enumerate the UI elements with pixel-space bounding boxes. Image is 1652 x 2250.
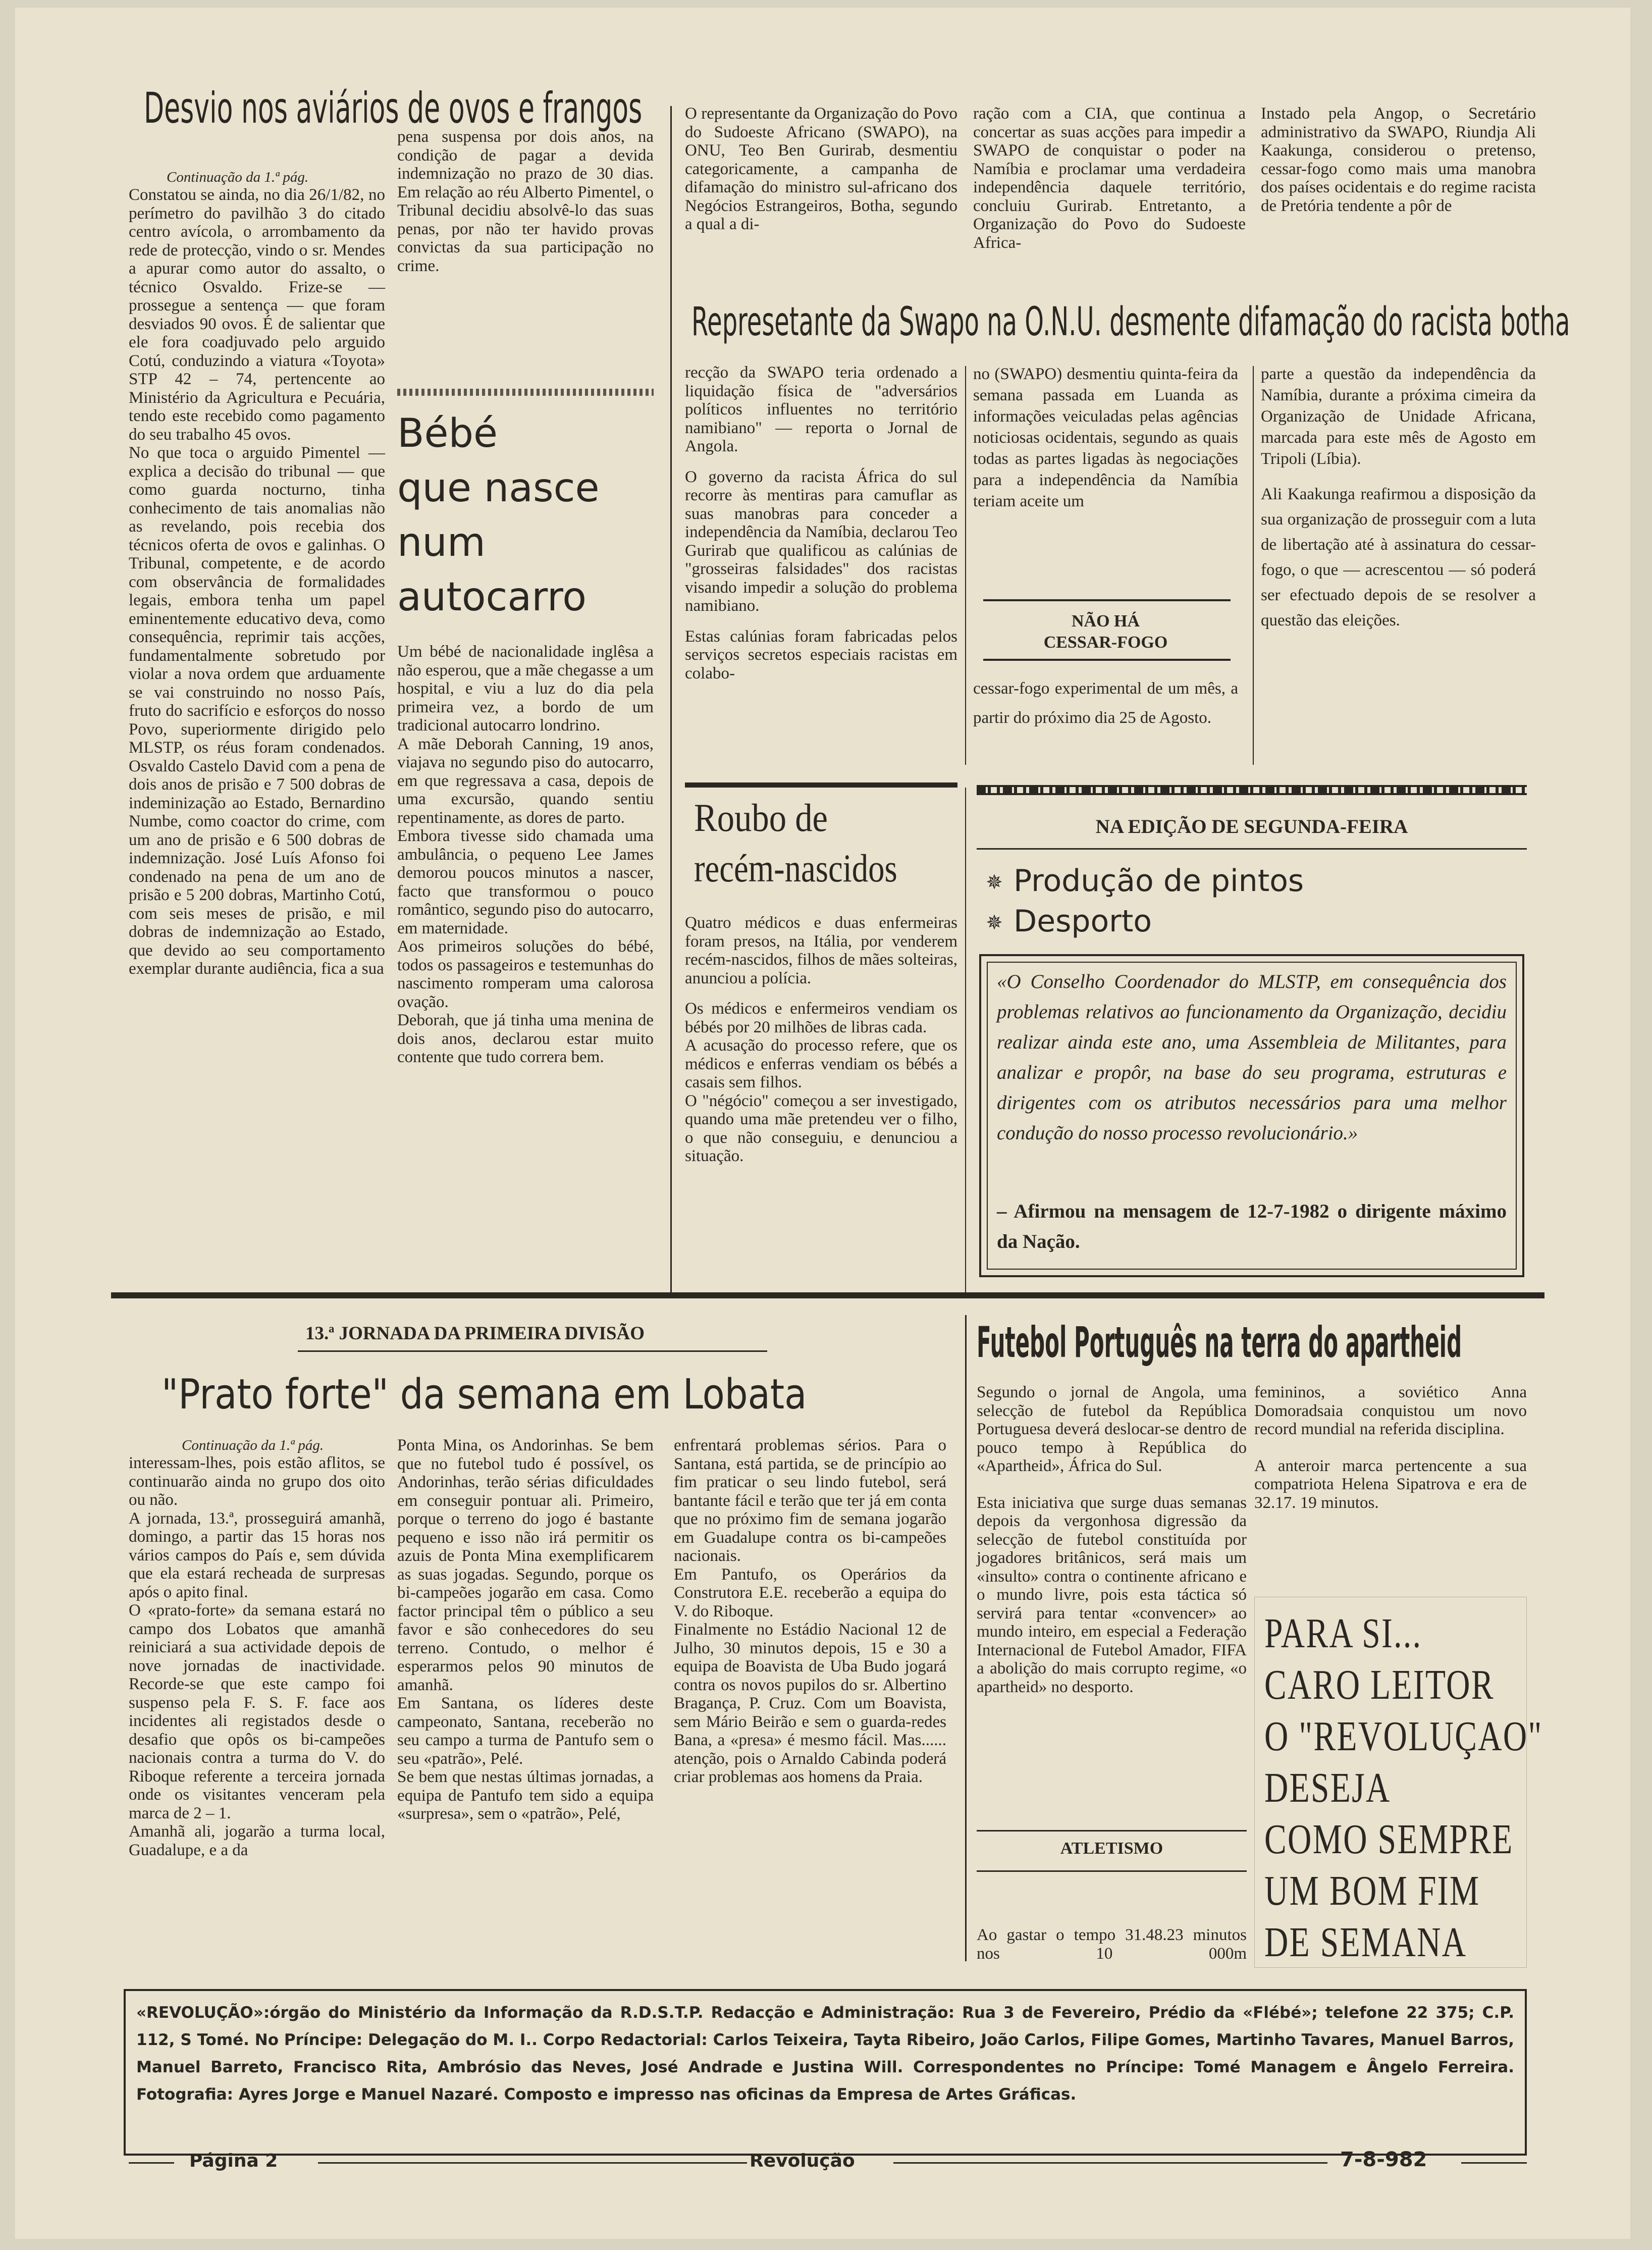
paragraph: Estas calúnias foram fabricadas pelos serviços secretos especiais racistas em colabo- xyxy=(685,627,957,683)
paragraph: Finalmente no Estádio Nacional 12 de Julho, 30 minutos depois, 15 e 30 a equipa de Boavista de Uba Budo jogará contra os novos pupilos do sr. Albertino Bragança, P. Cruz. Com um Boavista, sem Mário Beirão e sem o guarda-redes Bana, a «presa» é mesmo fácil. Mas...... atenção, pois o Arnaldo Cabinda poderá criar problemas aos homens da Praia. xyxy=(674,1620,946,1786)
roubo-headline xyxy=(694,793,956,894)
paragraph: Constatou se ainda, no dia 26/1/82, no perímetro do pavilhão 3 do citado centro avícola, o arrombamento da rede de protecção, vindo o sr. Mendes a apurar como autor do assalto, o técnico Osvaldo. Frize-se — prossegue a sentença — que foram desviados 90 ovos. É de salientar que ele fora coadjuvado pelo arguido Cotú, conduzindo a viatura «Toyota» STP 42 – 74, pertencente ao Ministério da Agricultura e Pecuária, tendo este recebido como pagamento do seu trabalho 45 ovos. xyxy=(129,186,385,444)
poster-line: DESEJA xyxy=(1264,1764,1391,1811)
headline-line: autocarro xyxy=(397,574,587,620)
column-rule xyxy=(1253,366,1254,765)
quote-attribution: – Afirmou na mensagem de 12-7-1982 o dirigente máximo da Nação. xyxy=(997,1200,1507,1252)
paragraph: A acusação do processo refere, que os médicos e enferras vendiam os bébés a casais sem filhos. xyxy=(685,1036,957,1091)
ornament-border xyxy=(977,785,1527,795)
paragraph: Se bem que nestas últimas jornadas, a equipa de Pantufo tem sido a equipa «surpresa», sem o «patrão», Pelé, xyxy=(397,1768,654,1823)
item-label: Produção de pintos xyxy=(1014,863,1304,899)
swapo-col-1 xyxy=(685,363,957,683)
paragraph: Ponta Mina, os Andorinhas. Se bem que no futebol tudo é possível, os Andorinhas, terão sérias dificuldades em conseguir pontuar ali. Primeiro, porque o terreno do jogo é bastante pequeno e isso não irá permitir os azuis de Ponta Mina exemplificarem as suas jogadas. Segundo, porque os bi-campeões jogarão em casa. Como factor principal têm o público a seu favor e são conhecedores do seu terreno. Contudo, o melhor é esperarmos pelos 90 minutos de amanhã. xyxy=(397,1436,654,1694)
jornada-col-2 xyxy=(397,1436,654,1823)
poster-line: O "REVOLUÇAO" xyxy=(1264,1713,1543,1760)
poster-line: UM BOM FIM xyxy=(1264,1867,1480,1914)
paragraph: Ali Kaakunga reafirmou a disposição da sua organização de prosseguir com a luta de libertação até à assinatura do cessar-fogo, o que — acrescentou — só poderá ser efectuado depois de se resolver a questão das eleições. xyxy=(1261,485,1536,630)
paragraph: parte a questão da independência da Namíbia, durante a próxima cimeira da Organização de Unidade Africana, marcada para este mês de Agosto em Tripoli (Líbia). xyxy=(1261,365,1536,468)
atletismo-body: Ao gastar o tempo 31.48.23 minutos nos 10 000m xyxy=(977,1926,1247,1963)
paragraph: Segundo o jornal de Angola, uma selecção de futebol da República Portuguesa deverá deslocar-se dentro de pouco tempo à República do «Apartheid», África do Sul. xyxy=(977,1383,1247,1475)
subhead-line: CESSAR-FOGO xyxy=(1043,633,1168,652)
paragraph: Esta iniciativa que surge duas semanas depois da vergonhosa digressão da selecção de futebol constituída por jogadores britânicos, será mais um «insulto» contra o continente africano e o mundo livre, pois esta táctica só servirá para tentar «convencer» ao mundo inteiro, em especial a Federação Internacional de Futebol Amador, FIFA a abolição do mais corrupto regime, «o apartheid» no desporto. xyxy=(977,1493,1247,1696)
poster-line: COMO SEMPRE xyxy=(1264,1816,1514,1863)
edicao-item xyxy=(984,861,1304,901)
edicao-title: NA EDIÇÃO DE SEGUNDA-FEIRA xyxy=(1095,816,1408,838)
masthead-text: «REVOLUÇÃO»:órgão do Ministério da Informação da R.D.S.T.P. Redacção e Administração: Rua 3 de Fevereiro, Prédio da «Flébé»; telefone 22 375; C.P. 112, S Tomé. No Príncipe: Delegação do M. I.. Corpo Redactorial: Carlos Teixeira, Tayta Ribeiro, João Carlos, Filipe Gomes, Martinho Tavares, Manuel Barros, Manuel Barreto, Francisco Rita, Ambrósio das Neves, José Andrade e Justina Will. Correspondentes no Príncipe: Tomé Managem e Ângelo Ferreira. Fotografia: Ayres Jorge e Manuel Nazaré. Composto e impresso nas oficinas da Empresa de Artes Gráficas. xyxy=(136,2004,1514,2104)
paragraph: enfrentará problemas sérios. Para o Santana, está partida, se de princípio ao fim praticar o seu lindo futebol, será bantante fácil e terão que ter já em conta que no próximo fim de semana jogarão em Guadalupe contra os bi-campeões nacionais. xyxy=(674,1436,946,1565)
divider xyxy=(298,1350,767,1352)
issue-date: 7-8-982 xyxy=(1340,2148,1427,2171)
paragraph: Um bébé de nacionalidade inglêsa a não esperou, que a mãe chegasse a um hospital, e viu a luz do dia pela primeira vez, a bordo de um tradicional autocarro londrino. xyxy=(397,643,654,735)
roubo-body xyxy=(685,914,957,1166)
divider xyxy=(983,599,1231,601)
poster-line: CARO LEITOR xyxy=(1264,1661,1495,1708)
star-icon: ✵ xyxy=(986,871,1003,895)
edicao-item xyxy=(984,901,1152,941)
paragraph: Aos primeiros soluções do bébé, todos os passageiros e testemunhas do nascimento romperam uma calorosa ovação. xyxy=(397,937,654,1011)
subhead-atletismo: ATLETISMO xyxy=(1060,1839,1163,1858)
desvio-column-1 xyxy=(129,186,385,978)
swapo-top-col-1: O representante da Organização do Povo do Sudoeste Africano (SWAPO), na ONU, Teo Ben Gurirab, desmentiu categoricamente, a campanha de difamação do ministro sul-africano dos Negócios Estrangeiros, Botha, segundo a qual a di- xyxy=(685,104,957,233)
headline-futebol: Futebol Português na terra do apartheid xyxy=(977,1318,1462,1367)
column-rule xyxy=(965,366,966,765)
jornada-col-3 xyxy=(674,1436,946,1787)
futebol-col-2 xyxy=(1254,1383,1527,1512)
bebe-headline xyxy=(397,406,654,624)
jornada-headline: "Prato forte" da semana em Lobata xyxy=(162,1371,807,1419)
footer-rule xyxy=(129,2162,174,2164)
continuation-note: Continuação da 1.ª pág. xyxy=(167,169,309,185)
paragraph: Em Santana, os líderes deste campeonato, Santana, receberão no seu campo a turma de Pantufo sem o seu «patrão», Pelé. xyxy=(397,1694,654,1768)
page-number: Página 2 xyxy=(189,2151,278,2171)
paragraph: Quatro médicos e duas enfermeiras foram presos, na Itália, por venderem recém-nascidos, filhos de mães solteiras, anunciou a polícia. xyxy=(685,914,957,987)
swapo-col-3 xyxy=(1261,363,1536,633)
paragraph: Amanhã ali, jogarão a turma local, Guadalupe, e a da xyxy=(129,1822,385,1859)
bebe-body xyxy=(397,643,654,1067)
column-rule xyxy=(965,1315,967,1961)
star-icon: ✵ xyxy=(986,911,1003,935)
headline-line: que nasce xyxy=(397,465,600,511)
footer-rule xyxy=(318,2162,747,2164)
swapo-col-2: no (SWAPO) desmentiu quinta-feira da semana passada em Luanda as informações veiculadas pelas agências noticiosas ocidentais, segundo as quais todas as partes ligadas às negociações para a independência da Namíbia teriam aceite um xyxy=(973,365,1238,510)
footer-rule xyxy=(893,2162,1327,2164)
quote-text: «O Conselho Coordenador do MLSTP, em consequência dos problemas relativos ao funcionamento da Organização, decidiu realizar ainda este ano, uma Assembleia de Militantes, para analizar e propôr, na base do seu programa, estruturas e dirigentes com os atributos necessários para uma melhor condução do nosso processo revolucionário.» xyxy=(997,971,1507,1144)
subhead-nao-ha xyxy=(973,611,1238,653)
newspaper-page xyxy=(15,8,1630,2239)
swapo-col-2b: cessar-fogo experimental de um mês, a partir do próximo dia 25 de Agosto. xyxy=(973,679,1238,727)
divider xyxy=(977,1870,1247,1872)
footer-rule xyxy=(1461,2162,1527,2164)
paragraph: interessam-lhes, pois estão aflitos, se continuarão ainda no grupo dos oito ou não. xyxy=(129,1454,385,1509)
paragraph: femininos, a soviético Anna Domoradsaia conquistou um novo record mundial na referida disciplina. xyxy=(1254,1383,1527,1438)
headline-line: Roubo de xyxy=(694,796,828,840)
paragraph: O «prato-forte» da semana estará no campo dos Lobatos que amanhã reiniciará a sua actividade depois de nove jornadas de inactividade. Recorde-se que este campo foi suspenso pela F. S. F. face aos incidentes ali registados desde o desafio que opôs os bi-campeões nacionais contra a turma do V. do Riboque referente a terceira jornada onde os visitantes venceram pela marca de 2 – 1. xyxy=(129,1601,385,1822)
section-rule xyxy=(111,1292,1544,1298)
column-rule xyxy=(670,106,672,1292)
subhead-line: NÃO HÁ xyxy=(1071,612,1140,631)
paragraph: Deborah, que já tinha uma menina de dois anos, declarou estar muito contente que tudo correra bem. xyxy=(397,1011,654,1066)
paragraph: Embora tivesse sido chamada uma ambulância, o pequeno Lee James demorou poucos minutos a nascer, facto que transformou o pouco romântico, segundo piso do autocarro, em maternidade. xyxy=(397,827,654,937)
paragraph: O governo da racista África do sul recorre às mentiras para camuflar as suas manobras para conceder a independência da Namíbia, declarou Teo Gurirab que qualificou as calúnias de "grosseiras falsidades" dos racistas visando impedir a solução do problema namibiano. xyxy=(685,467,957,615)
divider xyxy=(397,389,654,396)
divider xyxy=(977,848,1527,850)
paragraph: A mãe Deborah Canning, 19 anos, viajava no segundo piso do autocarro, em que regressava a casa, depois de uma excursão, quando sentiu repentinamente, as dores de parto. xyxy=(397,735,654,827)
paper-name: Revolução xyxy=(750,2151,855,2171)
divider xyxy=(977,1830,1247,1832)
poster-text xyxy=(1264,1608,1621,1968)
continuation-note: Continuação da 1.ª pág. xyxy=(182,1437,324,1453)
headline-line: recém-nascidos xyxy=(694,846,897,890)
column-rule xyxy=(965,788,966,1292)
paragraph: Os médicos e enfermeiros vendiam os bébés por 20 milhões de libras cada. xyxy=(685,1000,957,1036)
paragraph: A anteroir marca pertencente a sua compatriota Helena Sipatrova e era de 32.17. 19 minutos. xyxy=(1254,1456,1527,1512)
divider xyxy=(685,782,957,788)
poster-line: PARA SI... xyxy=(1264,1610,1422,1657)
paragraph: O "négócio" começou a ser investigado, quando uma mãe pretendeu ver o filho, o que não conseguiu, e denunciou a situação. xyxy=(685,1091,957,1165)
jornada-col-1 xyxy=(129,1454,385,1859)
headline-desvio: Desvio nos aviários de ovos e frangos xyxy=(144,83,643,133)
desvio-column-2: pena suspensa por dois anos, na condição de pagar a devida indemnização no prazo de 30 dias. Em relação ao réu Alberto Pimentel, o Tribunal decidiu absolvê-lo das suas penas, por não ter havido provas convictas da sua participação no crime. xyxy=(397,128,654,275)
headline-line: num xyxy=(397,520,486,565)
headline-swapo: Represetante da Swapo na O.N.U. desmente difamação do racista botha xyxy=(691,299,1570,345)
swapo-top-col-3: Instado pela Angop, o Secretário administrativo da SWAPO, Riundja Ali Kaakunga, considerou o pretenso, cessar-fogo como mais uma manobra dos países ocidentais e do regime racista de Pretória tendente a pôr de xyxy=(1261,104,1536,215)
futebol-col-1 xyxy=(977,1383,1247,1696)
paragraph: No que toca o arguido Pimentel — explica a decisão do tribunal — que como guarda nocturno, tinha conhecimento de tais anomalias não as revelando, pois recebia dos técnicos oferta de ovos e galinhas. O Tribunal, competente, e de acordo com observância de formalidades legais, embora tenha um papel eminentemente educativo deva, como consequência, reprimir tais acções, fundamentalmente sobretudo por violar a nova ordem que arduamente se vai construindo no nosso País, fruto do sacrifício e esforços do nosso Povo, superiormente dirigido pelo MLSTP, os réus foram condenados. Osvaldo Castelo David com a pena de dois anos de prisão e 7 500 dobras de indeminização ao Estado, Bernardino Numbe, como coactor do crime, com um ano de prisão e 6 500 dobras de indemnização. José Luís Afonso foi condenado na pena de um ano de prisão e 5 200 dobras, Martinho Cotú, com seis meses de prisão, e mil dobras de indemnização ao Estado, que devido ao seu comportamento exemplar durante audiência, fica a sua xyxy=(129,444,385,978)
swapo-top-col-2: ração com a CIA, que continua a concertar as suas acções para impedir a SWAPO de conquistar o poder na Namíbia e proclamar uma verdadeira independência daquele território, concluiu Gurirab. Entretanto, a Organização do Povo do Sudoeste Africa- xyxy=(973,104,1246,252)
paragraph: Em Pantufo, os Operários da Construtora E.E. receberão a equipa do V. do Riboque. xyxy=(674,1565,946,1620)
paragraph: A jornada, 13.ª, prosseguirá amanhã, domingo, a partir das 15 horas nos vários campos do País e, sem dúvida que ela estará recheada de surpresas após o apito final. xyxy=(129,1509,385,1601)
divider xyxy=(983,659,1231,661)
poster-line: DE SEMANA xyxy=(1264,1919,1467,1966)
item-label: Desporto xyxy=(1014,904,1152,939)
jornada-kicker: 13.ª JORNADA DA PRIMEIRA DIVISÃO xyxy=(305,1323,645,1344)
paragraph: recção da SWAPO teria ordenado a liquidação física de "adversários políticos influentes no território namibiano" — reporta o Jornal de Angola. xyxy=(685,363,957,455)
headline-line: Bébé xyxy=(397,411,498,456)
